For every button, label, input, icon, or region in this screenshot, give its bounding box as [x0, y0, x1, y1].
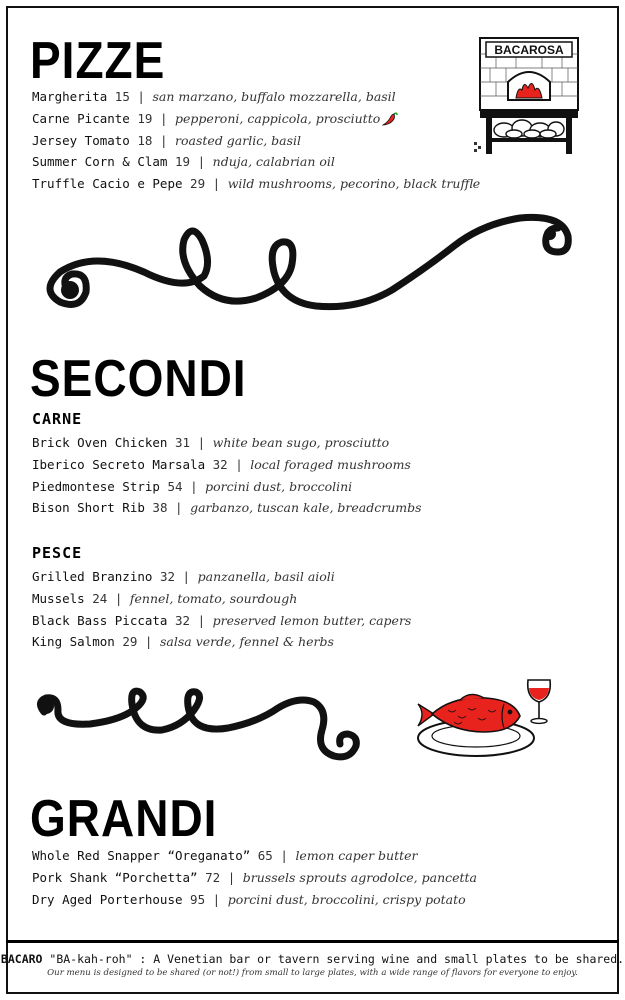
- item-separator: |: [137, 89, 145, 104]
- item-description: roasted garlic, basil: [175, 132, 302, 148]
- menu-item-piedmontese-strip: [32, 476, 422, 498]
- item-price: 29: [190, 176, 206, 192]
- item-name: Jersey Tomato: [32, 132, 130, 148]
- item-description: san marzano, buffalo mozzarella, basil: [152, 89, 396, 104]
- item-price: 19: [175, 154, 191, 170]
- item-separator: |: [159, 132, 168, 148]
- item-separator: |: [175, 500, 183, 516]
- swirl-decoration: [32, 680, 392, 764]
- section-title-grandi: GRANDI: [30, 789, 218, 848]
- footer-definition: [0, 952, 625, 966]
- item-separator: |: [212, 176, 221, 192]
- item-name: King Salmon: [32, 634, 115, 650]
- menu-item-black-bass-piccata: [32, 610, 411, 632]
- subsection-title-carne: CARNE: [32, 410, 83, 428]
- menu-item-summer-corn-clam: [32, 151, 480, 173]
- wine-glass-icon: [528, 680, 551, 723]
- section-title-secondi: SECONDI: [30, 349, 247, 408]
- item-price: 32: [159, 569, 176, 584]
- item-name: Truffle Cacio e Pepe: [32, 176, 183, 192]
- item-description: local foraged mushrooms: [250, 456, 411, 472]
- menu-item-truffle-cacio-e-pepe: [32, 173, 480, 195]
- item-separator: |: [235, 456, 243, 472]
- item-description: salsa verde, fennel & herbs: [159, 634, 334, 650]
- item-description: preserved lemon butter, capers: [212, 612, 412, 628]
- grandi-list: [32, 845, 477, 910]
- item-price: 32: [212, 456, 228, 472]
- item-name: Brick Oven Chicken: [32, 435, 168, 450]
- item-separator: |: [182, 569, 191, 584]
- menu-item-dry-aged-porterhouse: [32, 889, 477, 911]
- item-price: 24: [92, 590, 108, 606]
- item-description: porcini dust, broccolini, crispy potato: [227, 891, 466, 907]
- oven-icon: [472, 24, 586, 156]
- item-separator: |: [197, 154, 206, 170]
- item-description: brussels sprouts agrodolce, pancetta: [242, 869, 478, 885]
- item-name: Piedmontese Strip: [32, 478, 160, 494]
- item-description: lemon caper butter: [295, 848, 418, 863]
- item-price: 38: [152, 500, 168, 516]
- menu-item-grilled-branzino: [32, 566, 411, 588]
- item-description: panzanella, basil aioli: [197, 569, 335, 584]
- menu-item-king-salmon: [32, 631, 411, 653]
- menu-item-brick-oven-chicken: [32, 432, 422, 454]
- menu-item-carne-picante: [32, 108, 480, 130]
- item-separator: |: [197, 612, 206, 628]
- menu-item-jersey-tomato: [32, 130, 480, 152]
- item-description: wild mushrooms, pecorino, black truffle: [227, 176, 481, 192]
- menu-item-whole-red-snapper: [32, 845, 477, 867]
- menu-item-bison-short-rib: [32, 497, 422, 519]
- item-description: porcini dust, broccolini: [205, 478, 353, 494]
- item-name: Carne Picante: [32, 110, 130, 126]
- item-separator: |: [190, 478, 198, 494]
- chili-pepper-icon: [382, 111, 398, 126]
- item-name: Mussels: [32, 590, 85, 606]
- item-price: 54: [167, 478, 183, 494]
- carne-list: [32, 432, 422, 519]
- menu-item-pork-shank: [32, 867, 477, 889]
- item-description: pepperoni, cappicola, prosciutto: [175, 110, 381, 126]
- subsection-title-pesce: PESCE: [32, 544, 83, 562]
- item-description: garbanzo, tuscan kale, breadcrumbs: [190, 500, 422, 516]
- item-price: 95: [190, 891, 206, 907]
- item-separator: |: [280, 848, 288, 863]
- footer-definition-text: "BA-kah-roh" : A Venetian bar or tavern serving wine and small plates to be shared.: [49, 952, 625, 966]
- item-name: Pork Shank “Porchetta”: [32, 869, 198, 885]
- pizze-list: [32, 86, 480, 195]
- swirl-decoration: [34, 206, 590, 330]
- menu-item-iberico-secreto-marsala: [32, 454, 422, 476]
- item-name: Grilled Branzino: [32, 569, 153, 584]
- section-title-pizze: PIZZE: [30, 31, 166, 90]
- item-description: nduja, calabrian oil: [212, 154, 335, 170]
- item-name: Dry Aged Porterhouse: [32, 891, 183, 907]
- item-name: Whole Red Snapper “Oreganato”: [32, 848, 258, 863]
- item-separator: |: [227, 869, 236, 885]
- item-name: Bison Short Rib: [32, 500, 145, 516]
- fish-plate-icon: [408, 676, 558, 760]
- item-name: Margherita: [32, 89, 108, 104]
- item-name: Iberico Secreto Marsala: [32, 456, 206, 472]
- item-price: 29: [122, 634, 138, 650]
- item-separator: |: [197, 435, 206, 450]
- menu-item-margherita: [32, 86, 480, 108]
- menu-item-mussels: [32, 588, 411, 610]
- item-price: 31: [175, 435, 191, 450]
- item-separator: |: [212, 891, 221, 907]
- item-price: 18: [137, 132, 153, 148]
- item-separator: |: [144, 634, 153, 650]
- item-price: 32: [175, 612, 191, 628]
- oven-sign-text: BACAROSA: [494, 43, 564, 57]
- item-separator: |: [114, 590, 123, 606]
- item-name: Black Bass Piccata: [32, 612, 168, 628]
- item-price: 72: [205, 869, 221, 885]
- footer-divider: [6, 940, 619, 943]
- item-price: 65: [257, 848, 273, 863]
- item-price: 19: [137, 110, 153, 126]
- item-separator: |: [159, 110, 168, 126]
- footer-note: Our menu is designed to be shared (or not!) from small to large plates, with a wide range of flavors for everyone to enjoy.: [47, 968, 578, 978]
- item-name: Summer Corn & Clam: [32, 154, 168, 170]
- footer-brand: BACARO: [0, 952, 43, 966]
- pesce-list: [32, 566, 411, 653]
- item-price: 15: [114, 89, 130, 104]
- item-description: white bean sugo, prosciutto: [212, 435, 390, 450]
- item-description: fennel, tomato, sourdough: [129, 590, 298, 606]
